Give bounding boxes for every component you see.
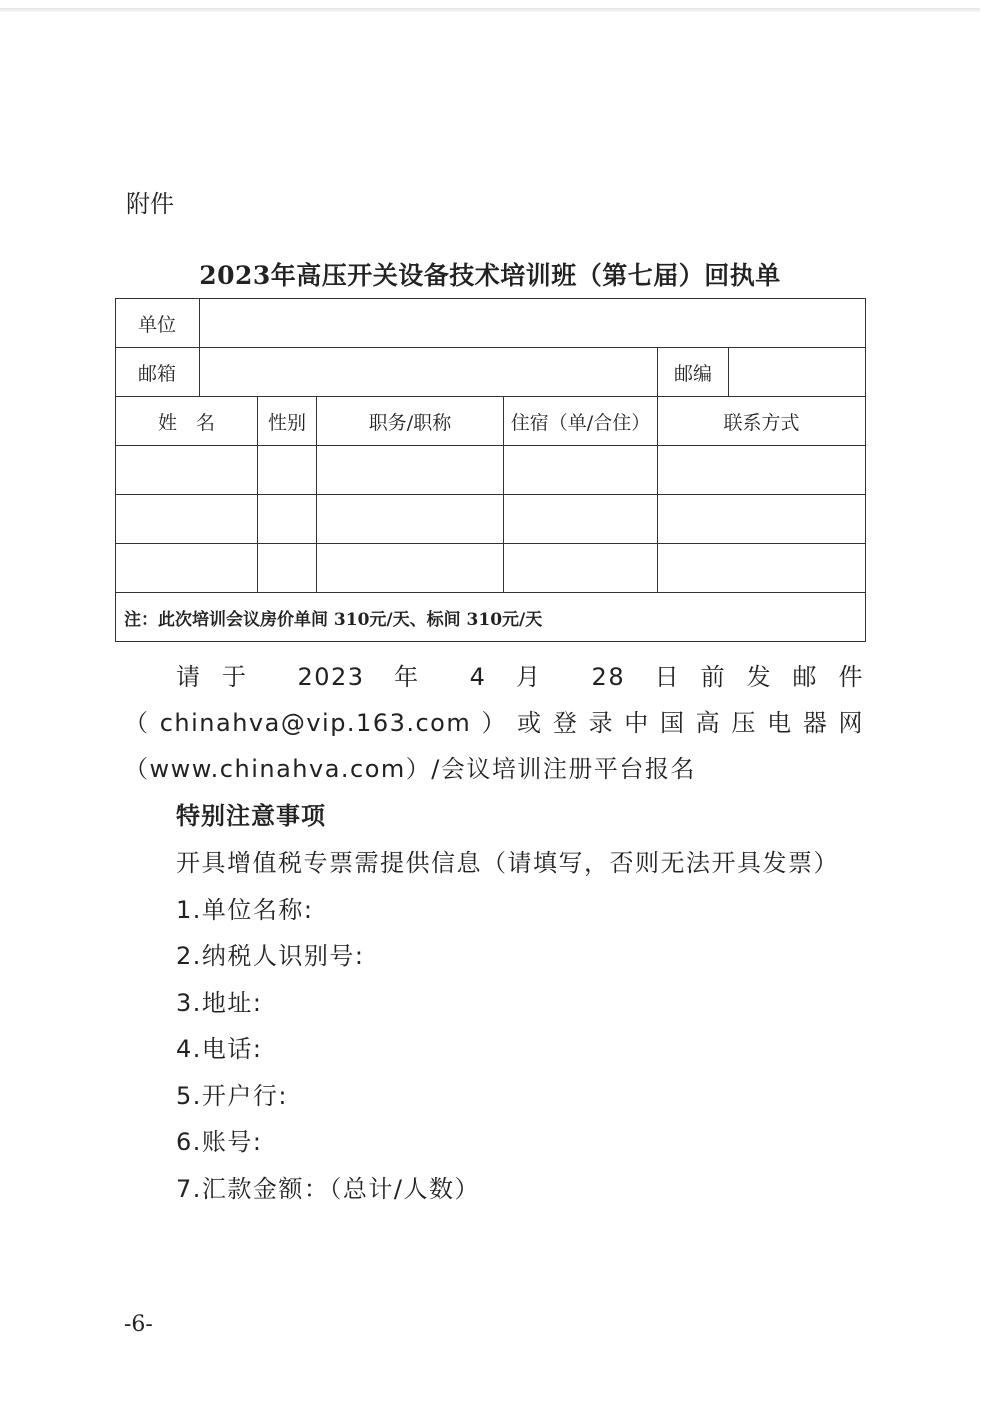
attendee-gender-cell[interactable] — [258, 544, 317, 593]
attendee-position-cell[interactable] — [317, 544, 504, 593]
price-note: 注：此次培训会议房价单间 310元/天、标间 310元/天 — [116, 593, 866, 642]
invoice-info-list — [176, 840, 839, 1212]
unit-label: 单位 — [116, 299, 200, 348]
attendee-contact-cell[interactable] — [658, 495, 866, 544]
postcode-field[interactable] — [729, 348, 866, 397]
unit-row — [116, 299, 866, 348]
attendee-gender-cell[interactable] — [258, 495, 317, 544]
registration-paragraph — [124, 654, 864, 792]
column-header-gender: 性别 — [258, 397, 317, 446]
attendee-row — [116, 446, 866, 495]
column-header-lodging: 住宿（单/合住） — [504, 397, 658, 446]
column-header-contact: 联系方式 — [658, 397, 866, 446]
attachment-label: 附件 — [126, 190, 174, 218]
registration-text: 请于 2023 年 4 月 28 日前发邮件（chinahva@vip.163.com）或登录中国高压电器网（www.chinahva.com）/会议培训注册平台报名 — [124, 663, 864, 783]
attendee-gender-cell[interactable] — [258, 446, 317, 495]
attendee-lodging-cell[interactable] — [504, 495, 658, 544]
invoice-item: 5.开户行: — [176, 1081, 288, 1110]
column-header-name: 姓 名 — [116, 397, 258, 446]
column-header-row — [116, 397, 866, 446]
attendee-name-cell[interactable] — [116, 544, 258, 593]
attendee-position-cell[interactable] — [317, 446, 504, 495]
page-number: -6- — [124, 1312, 153, 1337]
attendee-lodging-cell[interactable] — [504, 544, 658, 593]
invoice-item: 2.纳税人识别号: — [176, 942, 365, 970]
attendee-row — [116, 544, 866, 593]
attendee-lodging-cell[interactable] — [504, 446, 658, 495]
postcode-label: 邮编 — [658, 348, 729, 397]
column-header-position: 职务/职称 — [317, 397, 504, 446]
note-row — [116, 593, 866, 642]
email-field[interactable] — [200, 348, 658, 397]
email-row — [116, 348, 866, 397]
invoice-item: 3.地址: — [176, 988, 263, 1017]
form-title: 2023年高压开关设备技术培训班（第七届）回执单 — [199, 261, 781, 290]
scan-edge — [0, 8, 980, 12]
invoice-intro: 开具增值税专票需提供信息（请填写，否则无法开具发票） — [176, 849, 839, 877]
attendee-row — [116, 495, 866, 544]
email-label: 邮箱 — [116, 348, 200, 397]
receipt-form-table — [115, 298, 866, 642]
special-notes-heading: 特别注意事项 — [176, 802, 326, 830]
attendee-contact-cell[interactable] — [658, 544, 866, 593]
attendee-name-cell[interactable] — [116, 446, 258, 495]
invoice-item: 1.单位名称: — [176, 895, 314, 924]
attendee-name-cell[interactable] — [116, 495, 258, 544]
unit-field[interactable] — [200, 299, 866, 348]
invoice-item: 7.汇款金额：（总计/人数） — [176, 1174, 480, 1203]
invoice-item: 6.账号: — [176, 1128, 263, 1156]
invoice-item: 4.电话: — [176, 1035, 263, 1063]
attendee-contact-cell[interactable] — [658, 446, 866, 495]
attendee-position-cell[interactable] — [317, 495, 504, 544]
